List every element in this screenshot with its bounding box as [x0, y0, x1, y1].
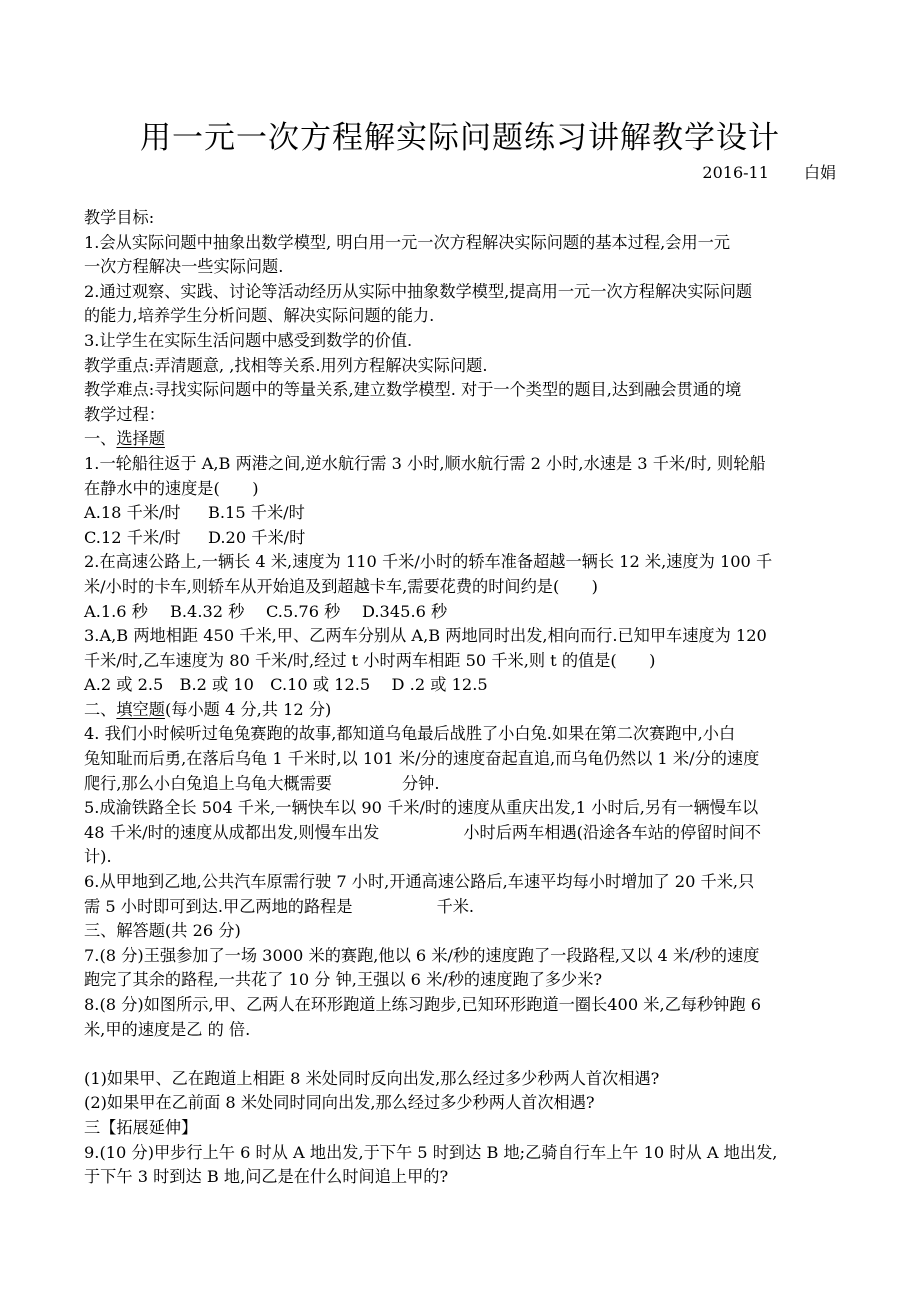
section-3-heading: 三、解答题(共 26 分) [84, 921, 241, 941]
q1-option-c: C.12 千米/时 [84, 527, 181, 547]
q1-option-d: D.20 千米/时 [208, 527, 306, 547]
objectives-heading: 教学目标: [84, 208, 155, 227]
objective-3: 3.让学生在实际生活问题中感受到数学的价值. [84, 330, 413, 350]
objective-1-line-2: 一次方程解决一些实际问题. [84, 257, 284, 277]
document-author: 白娟 [803, 163, 836, 182]
figure-spacer [84, 1042, 838, 1067]
question-5-line-2 [84, 821, 838, 846]
q1-option-b: B.15 千米/时 [208, 503, 305, 523]
key-points: 教学重点:弄清题意, ,找相等关系.用列方程解决实际问题. [84, 355, 488, 375]
q6-text-before-blank: 需 5 小时即可到达.甲乙两地的路程是 [84, 896, 353, 916]
section-4-heading: 三【拓展延伸】 [84, 1117, 198, 1137]
section-2-prefix: 二、 [84, 699, 117, 719]
question-2-line-2: 米/小时的卡车,则轿车从开始追及到超越卡车,需要花费的时间约是( ) [84, 576, 598, 596]
question-9-line-1: 9.(10 分)甲步行上午 6 时从 A 地出发,于下午 5 时到达 B 地;乙骑自行车上午 10 时从 A 地出发, [84, 1142, 778, 1162]
question-1-options-row-2 [84, 526, 838, 551]
question-8-line-1: 8.(8 分)如图所示,甲、乙两人在环形跑道上练习跑步,已知环形跑道一圈长400 米,乙每秒钟跑 6 [84, 995, 762, 1014]
question-1-options-row-1 [84, 501, 838, 526]
question-8-sub-2: (2)如果甲在乙前面 8 米处同时同向出发,那么经过多少秒两人首次相遇? [84, 1093, 595, 1113]
question-5-line-1: 5.成渝铁路全长 504 千米,一辆快车以 90 千米/时的速度从重庆出发,1 小时后,另有一辆慢车以 [84, 798, 759, 818]
objective-2-line-2: 的能力,培养学生分析问题、解决实际问题的能力. [84, 306, 435, 326]
document-date: 2016-11 [702, 163, 769, 182]
question-4-line-1: 4. 我们小时候听过龟兔赛跑的故事,都知道乌龟最后战胜了小白兔.如果在第二次赛跑中,小白 [84, 724, 736, 744]
q2-option-a: A.1.6 秒 [84, 601, 148, 621]
section-1-prefix: 一、 [84, 429, 117, 449]
question-6-line-1: 6.从甲地到乙地,公共汽车原需行驶 7 小时,开通高速公路后,车速平均每小时增加了 20 千米,只 [84, 872, 755, 892]
section-2-note: (每小题 4 分,共 12 分) [164, 699, 332, 719]
question-1-line-1: 1.一轮船往返于 A,B 两港之间,逆水航行需 3 小时,顺水航行需 2 小时,水速是 3 千米/时, 则轮船 [84, 453, 766, 473]
question-7-line-1: 7.(8 分)王强参加了一场 3000 米的赛跑,他以 6 米/秒的速度跑了一段路程,又以 4 米/秒的速度 [84, 945, 760, 965]
question-6-line-2 [84, 895, 838, 920]
question-2-options [84, 600, 838, 625]
difficulties: 教学难点:寻找实际问题中的等量关系,建立数学模型. 对于一个类型的题目,达到融会贯通的境 [84, 380, 742, 400]
q4-text-before-blank: 爬行,那么小白兔追上乌龟大概需要 [84, 773, 332, 793]
section-1-title: 选择题 [116, 429, 165, 449]
objective-2-line-1: 2.通过观察、实践、讨论等活动经历从实际中抽象数学模型,提高用一元一次方程解决实际问题 [84, 281, 753, 301]
document-body [84, 206, 838, 1190]
document-title: 用一元一次方程解实际问题练习讲解教学设计 [140, 120, 780, 156]
q6-text-after-blank: 千米. [436, 896, 475, 916]
q5-text-after-blank: 小时后两车相遇(沿途各车站的停留时间不 [463, 822, 762, 842]
question-8-line-2: 米,甲的速度是乙 的 倍. [84, 1019, 251, 1039]
q5-text-before-blank: 48 千米/时的速度从成都出发,则慢车出发 [84, 822, 380, 842]
section-1-heading [84, 427, 838, 452]
question-9-line-2: 于下午 3 时到达 B 地,问乙是在什么时间追上甲的? [84, 1167, 449, 1187]
question-5-line-3: 计). [84, 847, 112, 867]
q2-option-b: B.4.32 秒 [170, 601, 245, 621]
q4-text-after-blank: 分钟. [401, 773, 440, 793]
q1-option-a: A.18 千米/时 [84, 503, 181, 523]
question-2-line-1: 2.在高速公路上,一辆长 4 米,速度为 110 千米/小时的轿车准备超越一辆长 12 米,速度为 100 千 [84, 552, 773, 572]
objective-1-line-1: 1.会从实际问题中抽象出数学模型, 明白用一元一次方程解决实际问题的基本过程,会用一元 [84, 232, 731, 252]
q2-option-d: D.345.6 秒 [362, 601, 448, 621]
section-2-title: 填空题 [116, 699, 165, 719]
question-8-sub-1: (1)如果甲、乙在跑道上相距 8 米处同时反向出发,那么经过多少秒两人首次相遇? [84, 1068, 660, 1088]
question-1-line-2: 在静水中的速度是( ) [84, 478, 259, 498]
question-4-line-2: 兔知耻而后勇,在落后乌龟 1 千米时,以 101 米/分的速度奋起直追,而乌龟仍然以 1 米/分的速度 [84, 749, 760, 769]
section-2-heading [84, 698, 838, 723]
document-meta [702, 160, 836, 183]
question-3-line-2: 千米/时,乙车速度为 80 千米/时,经过 t 小时两车相距 50 千米,则 t 的值是( ) [84, 650, 656, 670]
q2-option-c: C.5.76 秒 [266, 601, 341, 621]
teaching-process: 教学过程： [84, 404, 165, 424]
question-7-line-2: 跑完了其余的路程,一共花了 10 分 钟,王强以 6 米/秒的速度跑了多少米? [84, 970, 603, 990]
question-4-line-3 [84, 772, 838, 797]
question-3-line-1: 3.A,B 两地相距 450 千米,甲、乙两车分别从 A,B 两地同时出发,相向而行.已知甲车速度为 120 [84, 626, 767, 646]
question-3-options: A.2 或 2.5 B.2 或 10 C.10 或 12.5 D .2 或 12.5 [84, 675, 488, 695]
